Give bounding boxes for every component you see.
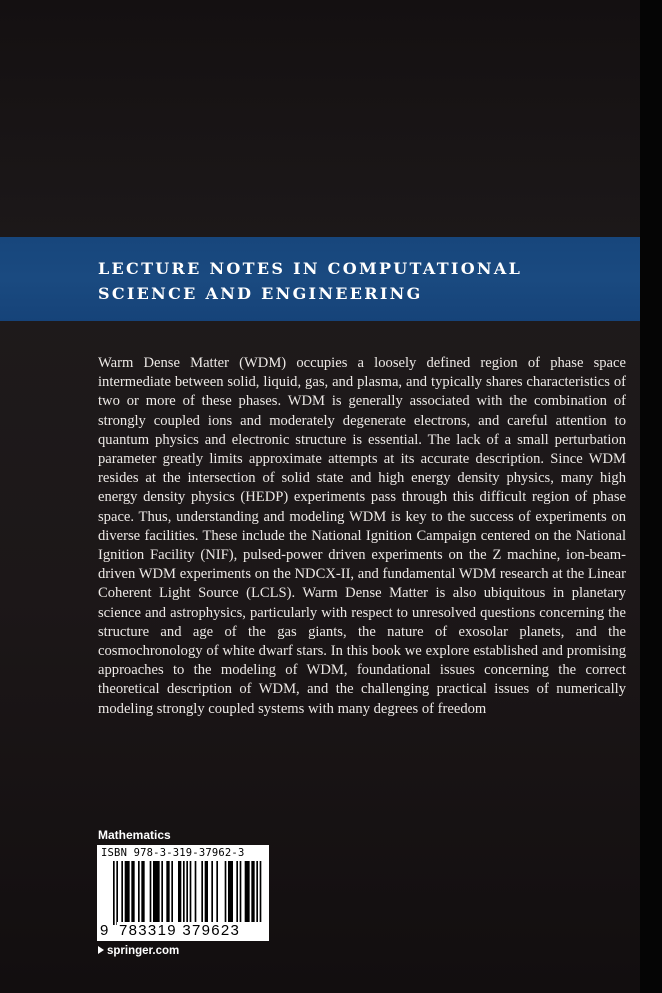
cover-edge-strip [640,0,662,993]
arrow-right-icon [98,946,104,954]
isbn-number: ISBN 978-3-319-37962-3 [101,847,245,859]
series-title [98,256,618,306]
ean-first-digit: 9 [100,922,109,939]
publisher-link-text: springer.com [107,945,180,957]
publisher-link[interactable] [98,945,179,957]
barcode-bars [113,861,263,925]
subject-label: Mathematics [98,828,171,842]
ean-digits: 783319 379623 [117,922,263,939]
isbn-barcode [97,845,269,941]
series-title-line-2: SCIENCE AND ENGINEERING [98,284,423,303]
book-description: Warm Dense Matter (WDM) occupies a loosely defined region of phase space intermediate between solid, liquid, gas, and plasma, and typically shares characteristics of two or more of these phases. WDM is generally associated with the combination of strongly coupled ions and moderately degenerate electrons, and careful attention to quantum physics and electronic structure is essential. The lack of a small perturbation parameter greatly limits approximate attempts at its accurate description. Since WDM resides at the intersection of solid state and high energy density physics, many high energy density physics (HEDP) experiments pass through this difficult region of phase space. Thus, understanding and modeling WDM is key to the success of experiments on diverse facilities. These include the National Ignition Campaign centered on the National Ignition Facility (NIF), pulsed-power driven experiments on the Z machine, ion-beam-driven WDM experiments on the NDCX-II, and fundamental WDM research at the Linear Coherent Light Source (LCLS). Warm Dense Matter is also ubiquitous in planetary science and astrophysics, particularly with respect to unresolved questions concerning the structure and age of the gas giants, the nature of exosolar planets, and the cosmochronology of white dwarf stars. In this book we explore established and promising approaches to the modeling of WDM, foundational issues concerning the correct theoretical description of WDM, and the challenging practical issues of numerically modeling strongly coupled systems with many degrees of freedom [98,355,626,717]
series-title-line-1: LECTURE NOTES IN COMPUTATIONAL [98,259,523,278]
